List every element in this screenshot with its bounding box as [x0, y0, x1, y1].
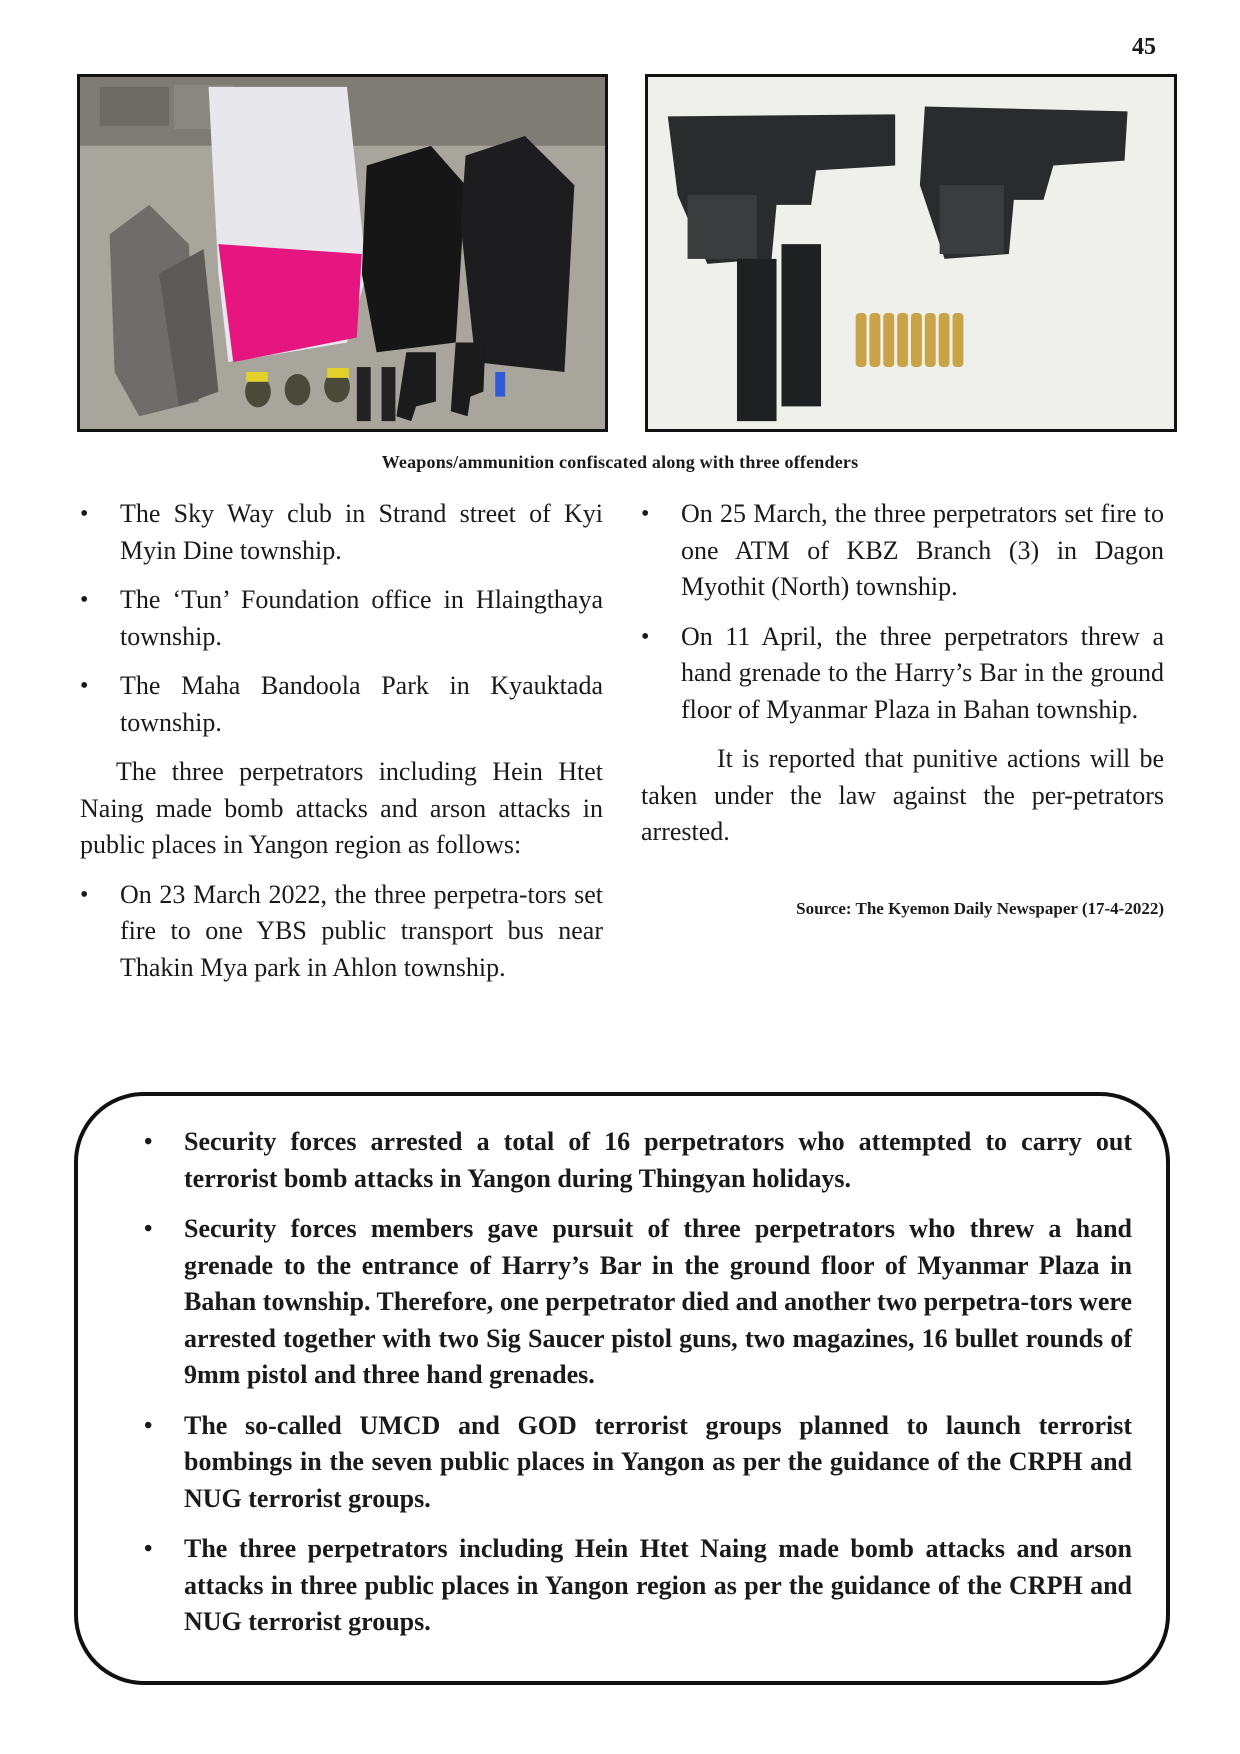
- photo-caption: Weapons/ammunition confiscated along with three offenders: [381, 452, 859, 472]
- summary-item: • Security forces arrested a total of 16 perpetrators who attempted to carry out terrorist bomb attacks in Yangon during Thingyan holidays.: [114, 1124, 1132, 1197]
- attack-locations-list: [80, 496, 603, 741]
- list-item: • The ‘Tun’ Foundation office in Hlaingthaya township.: [80, 582, 603, 655]
- left-column: [80, 496, 603, 999]
- right-column: [641, 496, 1164, 927]
- list-item: • On 25 March, the three perpetrators set fire to one ATM of KBZ Branch (3) in Dagon Myothit (North) township.: [641, 496, 1164, 606]
- body-paragraph: It is reported that punitive actions will be taken under the law against the per-petrators arrested.: [641, 744, 1164, 846]
- attack-events-list: [80, 877, 603, 987]
- summary-item: • The so-called UMCD and GOD terrorist groups planned to launch terrorist bombings in the seven public places in Yangon as per the guidance of the CRPH and NUG terrorist groups.: [114, 1408, 1132, 1518]
- list-item: • On 23 March 2022, the three perpetra-tors set fire to one YBS public transport bus near Thakin Mya park in Ahlon township.: [80, 877, 603, 987]
- page-number: 45: [1132, 34, 1156, 60]
- summary-list: [78, 1096, 1166, 1641]
- summary-item: • The three perpetrators including Hein Htet Naing made bomb attacks and arson attacks in three public places in Yangon region as per the guidance of the CRPH and NUG terrorist groups.: [114, 1531, 1132, 1641]
- summary-box: [74, 1092, 1170, 1685]
- list-item: • On 11 April, the three perpetrators threw a hand grenade to the Harry’s Bar in the ground floor of Myanmar Plaza in Bahan township.: [641, 619, 1164, 729]
- list-item: • The Maha Bandoola Park in Kyauktada township.: [80, 668, 603, 741]
- list-item: • The Sky Way club in Strand street of Kyi Myin Dine township.: [80, 496, 603, 569]
- pistols-ammunition-photo: [645, 74, 1177, 432]
- source-citation: Source: The Kyemon Daily Newspaper (17-4-2022): [796, 898, 1164, 918]
- summary-item: • Security forces members gave pursuit of three perpetrators who threw a hand grenade to the entrance of Harry’s Bar in the ground floor of Myanmar Plaza in Bahan township. Therefore, one perpetrator died and another two perpetra-tors were arrested together with two Sig Saucer pistol guns, two magazines, 16 bullet rounds of 9mm pistol and three hand grenades.: [114, 1211, 1132, 1394]
- confiscated-items-photo: [77, 74, 608, 432]
- attack-events-list-continued: [641, 496, 1164, 728]
- body-paragraph: The three perpetrators including Hein Htet Naing made bomb attacks and arson attacks in public places in Yangon region as follows:: [80, 757, 603, 859]
